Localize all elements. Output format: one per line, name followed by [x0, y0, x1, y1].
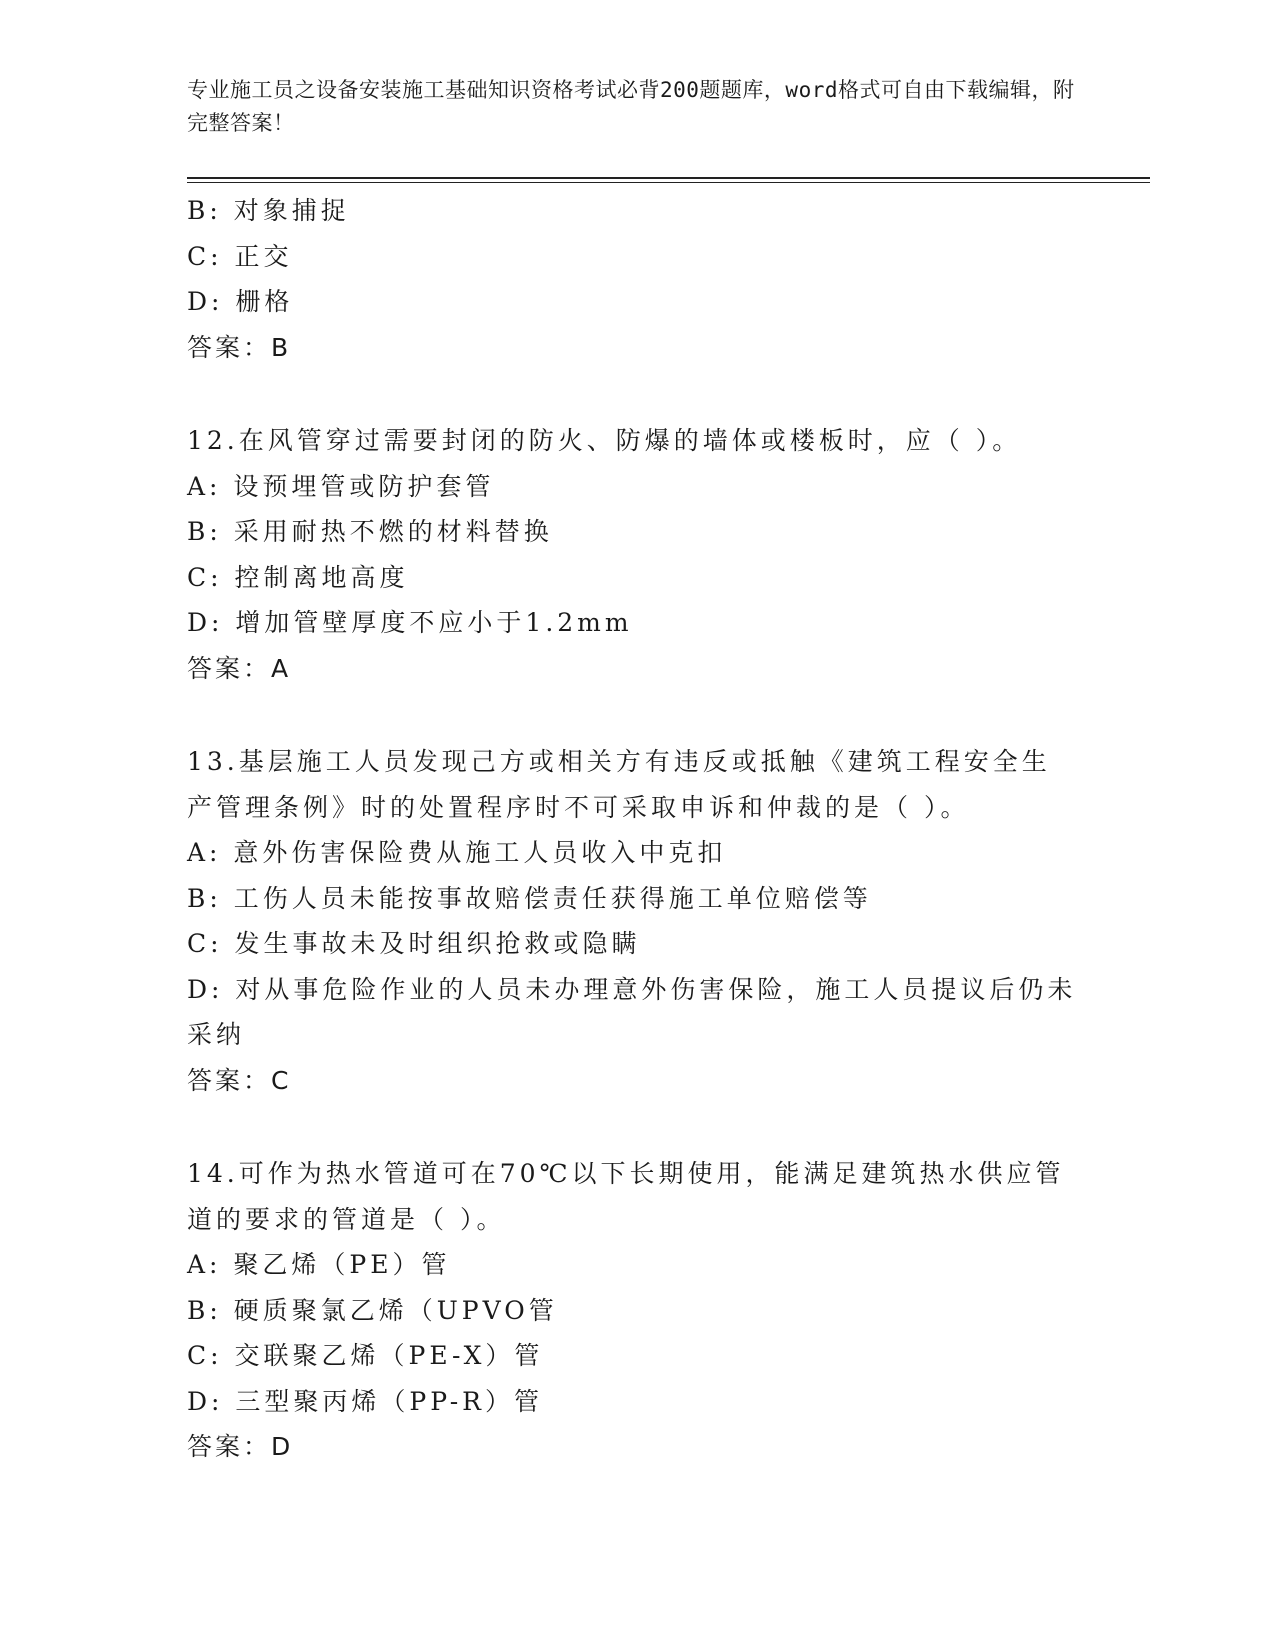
option-d: D: 栅格 — [187, 287, 294, 316]
spacer — [187, 370, 1077, 418]
header-divider-thick — [187, 177, 1150, 179]
option-a: A: 聚乙烯（PE）管 — [187, 1250, 451, 1279]
option-a: A: 意外伤害保险费从施工人员收入中克扣 — [187, 838, 727, 867]
question-stem: 13.基层施工人员发现己方或相关方有违反或抵触《建筑工程安全生产管理条例》时的处置程序时不可采取申诉和仲裁的是（ ）。 — [187, 747, 1051, 822]
option-b: B: 采用耐热不燃的材料替换 — [187, 517, 553, 546]
question-stem: 12.在风管穿过需要封闭的防火、防爆的墙体或楼板时，应（ ）。 — [187, 426, 1022, 455]
spacer — [187, 691, 1077, 739]
option-b: B: 对象捕捉 — [187, 196, 350, 225]
option-b: B: 硬质聚氯乙烯（UPVO管 — [187, 1295, 558, 1325]
answer-line: 答案：A — [187, 653, 292, 683]
spacer — [187, 1103, 1077, 1151]
option-d: D: 三型聚丙烯（PP-R）管 — [187, 1386, 543, 1416]
question-stem: 14.可作为热水管道可在70℃以下长期使用，能满足建筑热水供应管道的要求的管道是（ ）。 — [187, 1159, 1065, 1234]
question-block-11 — [187, 188, 1077, 370]
question-block-12 — [187, 418, 1077, 691]
document-header-title: 专业施工员之设备安装施工基础知识资格考试必背200题题库，word格式可自由下载编辑，附完整答案！ — [187, 78, 1075, 135]
answer-line: 答案：D — [187, 1432, 294, 1461]
option-a: A: 设预埋管或防护套管 — [187, 471, 495, 501]
question-block-13 — [187, 739, 1077, 1103]
header-divider-thin — [187, 182, 1150, 183]
option-c: C: 发生事故未及时组织抢救或隐瞒 — [187, 929, 641, 958]
answer-line: 答案：C — [187, 1065, 292, 1095]
answer-line: 答案：B — [187, 332, 292, 362]
option-b: B: 工伤人员未能按事故赔偿责任获得施工单位赔偿等 — [187, 883, 872, 913]
option-c: C: 正交 — [187, 241, 293, 271]
question-block-14 — [187, 1151, 1077, 1470]
option-d: D: 增加管壁厚度不应小于1.2mm — [187, 608, 633, 637]
option-d: D: 对从事危险作业的人员未办理意外伤害保险，施工人员提议后仍未采纳 — [187, 974, 1077, 1049]
option-c: C: 交联聚乙烯（PE-X）管 — [187, 1341, 544, 1370]
option-c: C: 控制离地高度 — [187, 562, 409, 592]
question-list — [187, 188, 1077, 1470]
